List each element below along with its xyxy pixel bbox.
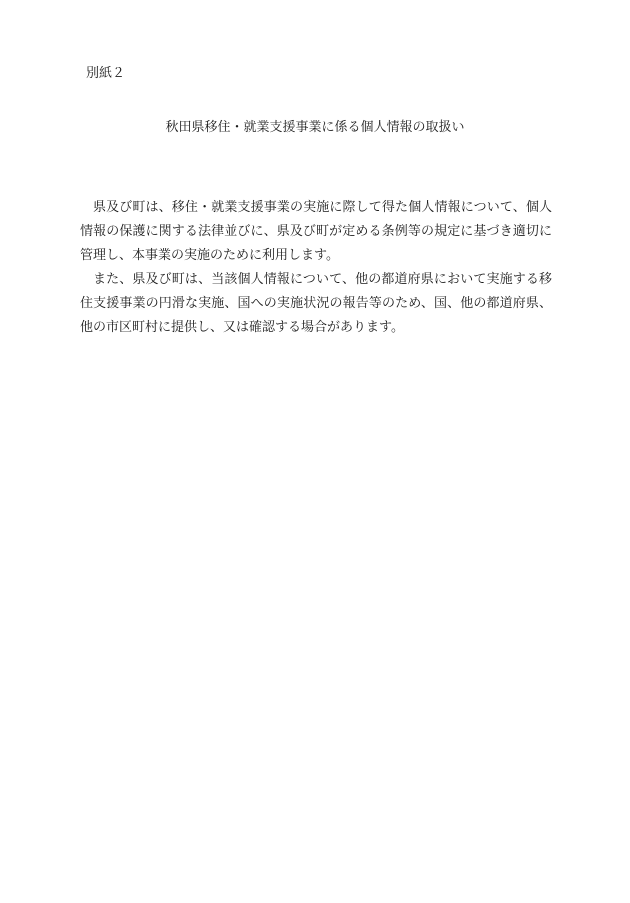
body-text <box>80 196 552 340</box>
paragraph-1: 県及び町は、移住・就業支援事業の実施に際して得た個人情報について、個人情報の保護に関する法律並びに、県及び町が定める条例等の規定に基づき適切に管理し、本事業の実施のために利用します。 <box>80 200 552 263</box>
attachment-label: 別紙２ <box>86 66 126 81</box>
paragraph-2: また、県及び町は、当該個人情報について、他の都道府県において実施する移住支援事業の円滑な実施、国への実施状況の報告等のため、国、他の都道府県、他の市区町村に提供し、又は確認する場合があります。 <box>80 272 552 335</box>
document-title: 秋田県移住・就業支援事業に係る個人情報の取扱い <box>165 120 465 135</box>
